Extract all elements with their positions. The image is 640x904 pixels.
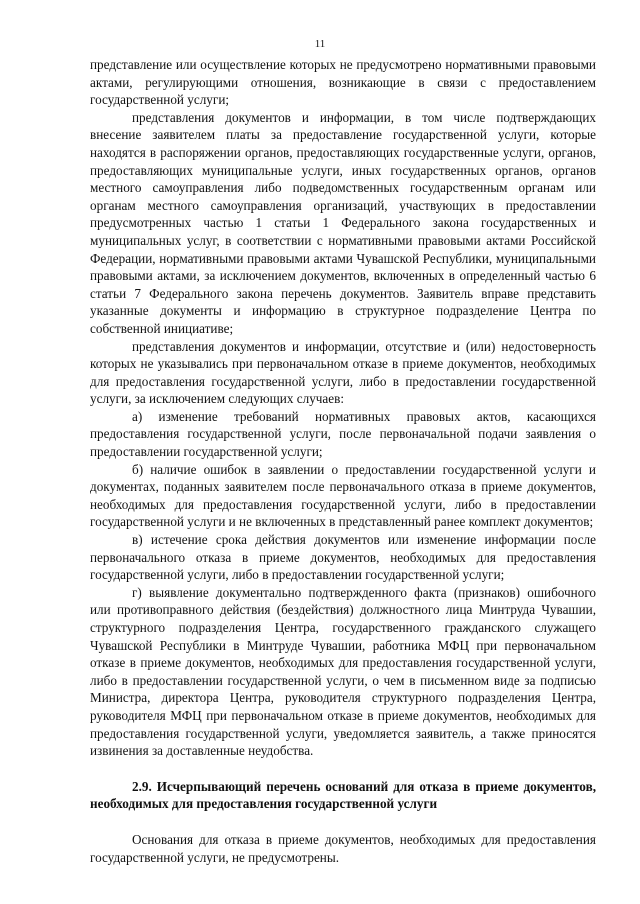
list-item-a: а) изменение требований нормативных правовых актов, касающихся предоставления государственной услуги, после первоначальной подачи заявления о предоставлении государственной услуги; xyxy=(90,408,596,460)
list-item-v: в) истечение срока действия документов или изменение информации после первоначального отказа в приеме документов, необходимых для предоставления государственной услуги, либо в предоставлении государственной услуги; xyxy=(90,532,596,583)
page-number: 11 xyxy=(314,38,326,50)
paragraph-documents-in-possession: представления документов и информации, в том числе подтверждающих внесение заявителем платы за предоставление государственной услуги, которые находятся в распоряжении органов, предоставляющих государственные услуги, органов, предоставляющих муниципальные услуги, иных государственных органов, органов местного самоуправления либо подведомственных государственным органам или органам местного самоуправления организаций, участвующих в предоставлении предусмотренных частью 1 статьи 1 Федерального закона государственных и муниципальных услуг, в соответствии с нормативными правовыми актами Российской Федерации, нормативными правовыми актами Чувашской Республики, муниципальными правовыми актами, за исключением документов, включенных в определенный частью 6 статьи 7 Федерального закона перечень документов. Заявитель вправе представить указанные документы и информацию в структурное подразделение Центра по собственной инициативе; xyxy=(90,109,596,336)
list-item-g: г) выявление документально подтвержденного факта (признаков) ошибочного или противоправного действия (бездействия) должностного лица Минтруда Чувашии, структурного подразделения Центра, государственного гражданского служащего Чувашской Республики в Минтруде Чувашии, работника МФЦ при первоначальном отказе в приеме документов, необходимых для предоставления государственной услуги, либо в предоставлении государственной услуги, о чем в письменном виде за подписью Министра, директора Центра, руководителя структурного подразделения Центра, руководителя МФЦ при первоначальном отказе в приеме документов, необходимых для предоставления государственной услуги, уведомляется заявитель, а также приносятся извинения за доставленные неудобства. xyxy=(90,584,596,759)
section-heading-2-9: 2.9. Исчерпывающий перечень оснований для отказа в приеме документов, необходимых для предоставления государственной услуги xyxy=(90,778,596,812)
paragraph-grounds-for-refusal: Основания для отказа в приеме документов, необходимых для предоставления государственной услуги, не предусмотрены. xyxy=(90,831,596,865)
paragraph-missing-documents: представления документов и информации, отсутствие и (или) недостоверность которых не указывались при первоначальном отказе в приеме документов, необходимых для предоставления государственной услуги, либо в предоставлении государственной услуги, за исключением следующих случаев: xyxy=(90,338,596,407)
document-body xyxy=(90,56,596,866)
paragraph-continuation: представление или осуществление которых не предусмотрено нормативными правовыми актами, регулирующими отношения, возникающие в связи с предоставлением государственной услуги; xyxy=(90,57,596,108)
list-item-b: б) наличие ошибок в заявлении о предоставлении государственной услуги и документах, поданных заявителем после первоначального отказа в приеме документов, необходимых для предоставления государственной услуги, либо в предоставлении государственной услуги и не включенных в представленный ранее комплект документов; xyxy=(90,461,596,530)
